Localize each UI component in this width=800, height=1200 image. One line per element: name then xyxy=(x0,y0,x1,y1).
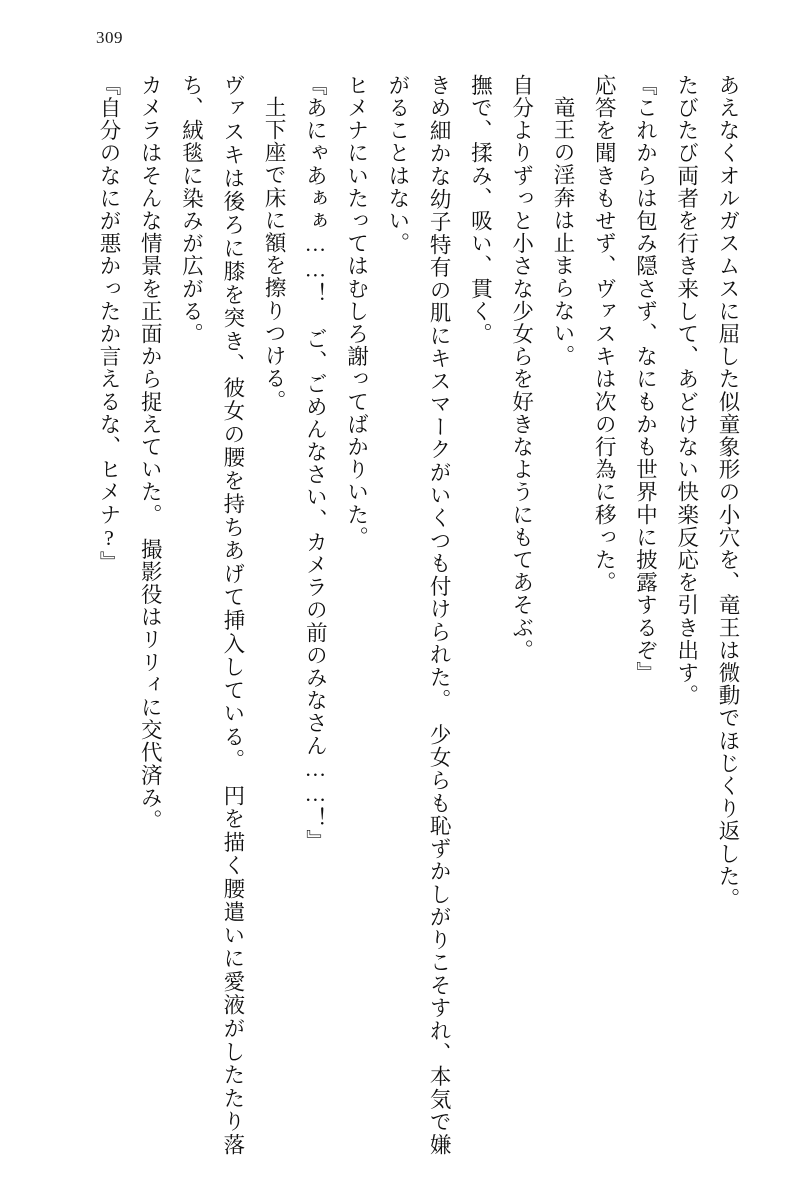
paragraph: カメラはそんな情景を正面から捉えていた。 撮影役はリリィに交代済み。 xyxy=(138,74,163,832)
page-header xyxy=(56,28,744,72)
paragraph: 『自分のなにが悪かったか言えるな、ヒメナ?』 xyxy=(97,74,122,574)
paragraph: 自分よりずっと小さな少女らを好きなようにもてあそぶ。 xyxy=(509,74,534,662)
paragraph: あえなくオルガスムスに屈した似童象形の小穴を、竜王は微動でほじくり返した。 xyxy=(716,74,740,911)
paragraph: 『これからは包み隠さず、なにもかも世界中に披露するぞ』 xyxy=(633,74,658,685)
paragraph: ヴァスキは後ろに膝を突き、彼女の腰を持ちあげて挿入している。 円を描く腰遣いに愛液がしたたり落ち、絨毯に染みが広がる。 xyxy=(179,74,245,1156)
paragraph: 撫で、揉み、吸い、貫く。 xyxy=(468,74,493,346)
paragraph: 竜王の淫奔は止まらない。 xyxy=(550,95,575,367)
paragraph: たびたび両者を行き来して、あどけない快楽反応を引き出す。 xyxy=(674,74,699,707)
page-body xyxy=(52,74,748,1156)
page-number: 309 xyxy=(96,28,123,47)
paragraph: 『あにゃあぁぁ……！ ご、ごめんなさい、カメラの前のみなさん……！』 xyxy=(303,74,328,853)
paragraph: 土下座で床に額を擦りつける。 xyxy=(262,95,287,412)
paragraph: 応答を聞きもせず、ヴァスキは次の行為に移った。 xyxy=(592,74,617,594)
vertical-text-block xyxy=(52,74,748,1156)
paragraph: きめ細かな幼子特有の肌にキスマークがいくつも付けられた。 少女らも恥ずかしがりこそすれ、本気で嫌がることはない。 xyxy=(385,74,452,1156)
paragraph: ヒメナにいたってはむしろ謝ってばかりいた。 xyxy=(344,74,369,549)
